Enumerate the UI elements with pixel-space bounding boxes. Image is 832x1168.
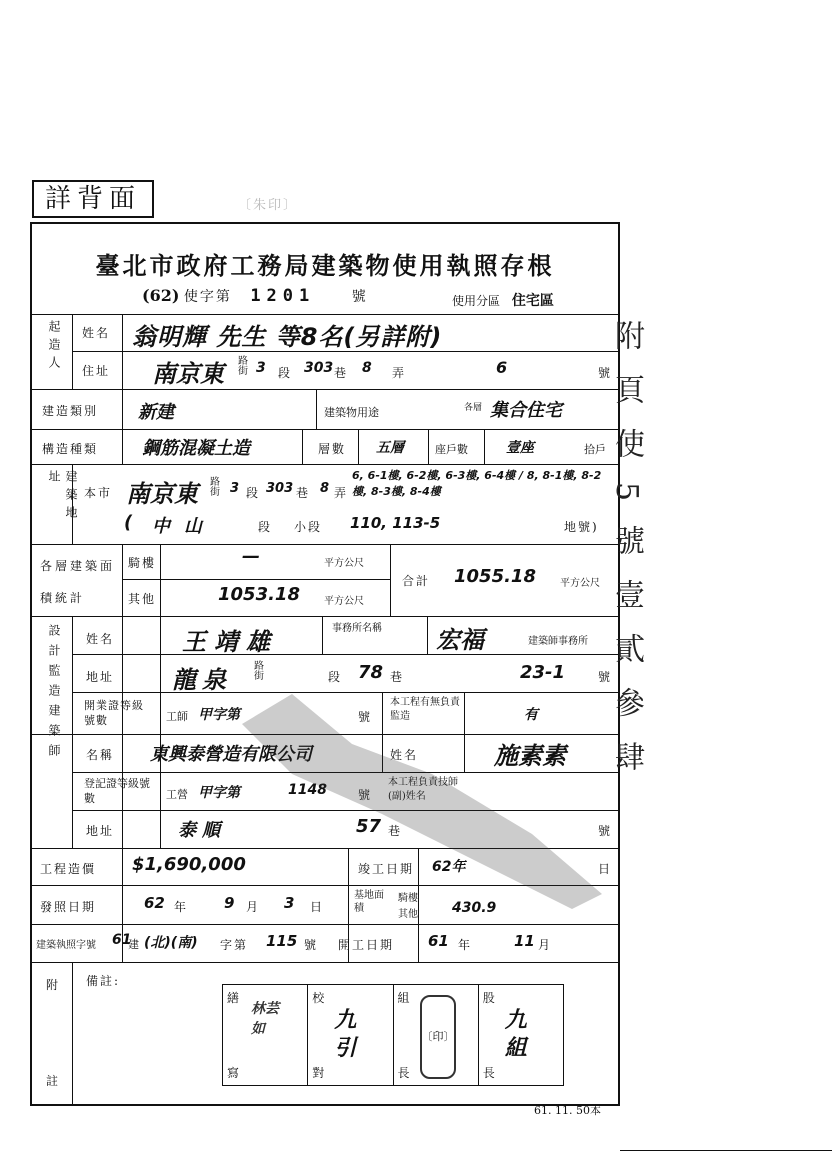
- rule: [122, 616, 123, 848]
- issue-day-label: 日: [310, 900, 325, 914]
- sign-cell: [308, 985, 393, 1085]
- site-lot-nums: 110, 113-5: [350, 514, 441, 532]
- permit-year: 61: [112, 932, 132, 948]
- designer-reg-label: 開業證等級號數: [84, 699, 144, 727]
- sign-cell-bottom: 長: [482, 1066, 497, 1080]
- top-stamp: [238, 194, 328, 216]
- designer-office-label: 事務所名稱: [332, 623, 382, 634]
- site-sec-label: 段: [246, 486, 261, 500]
- category-value: 新建: [138, 402, 174, 423]
- site-city: 本市: [84, 486, 113, 500]
- done-day: 日: [598, 862, 613, 876]
- base-other: 其他: [398, 909, 418, 920]
- rule: [32, 314, 618, 315]
- seal-stamp: 〔印〕: [420, 995, 456, 1079]
- site-sec: 3: [230, 481, 240, 496]
- start-label: 開工日期: [338, 938, 395, 952]
- cost-label: 工程造價: [40, 862, 97, 876]
- sign-cell-bottom: 對: [312, 1066, 327, 1080]
- issue-year-label: 年: [174, 900, 189, 914]
- structure-value: 鋼筋混凝土造: [142, 438, 250, 459]
- contractor-reg-label: 登記證等級號數: [84, 777, 150, 805]
- issue-label: 發照日期: [40, 900, 97, 914]
- builder-addr-alley: 8: [362, 360, 372, 376]
- cost-value: $1,690,000: [132, 854, 246, 875]
- floors-value: 五層: [376, 440, 404, 456]
- header-number: 1201: [250, 286, 316, 306]
- permit-prefix: 建: [128, 938, 139, 951]
- base-label: 基地面積: [354, 890, 384, 914]
- designer-addr-lane-label: 巷: [390, 670, 405, 684]
- permit-form: [30, 222, 620, 1106]
- remarks-label-bottom: 註: [46, 1074, 61, 1088]
- permit-word: 字第: [220, 938, 249, 952]
- rule: [322, 616, 323, 654]
- rule: [72, 616, 73, 848]
- site-lot-open: (: [124, 512, 133, 533]
- contractor-mgr-value: 施素素: [494, 742, 566, 770]
- sign-cell: [394, 985, 479, 1085]
- designer-group-label: 設計監造建築師: [47, 624, 61, 764]
- builder-addr-label: 住址: [82, 364, 111, 378]
- contractor-reg-prefix: 工營: [166, 788, 188, 801]
- area-group-label: 各層建築面積統計: [40, 559, 116, 605]
- issue-day: 3: [284, 894, 295, 912]
- designer-addr-no-label: 號: [598, 670, 613, 684]
- builder-addr-no: 6: [496, 358, 508, 377]
- signature-grid: [222, 984, 564, 1086]
- header-year: (62): [142, 286, 180, 305]
- header-row: [142, 286, 366, 306]
- other-value: 1053.18: [218, 584, 300, 605]
- bottom-rule: [620, 1150, 832, 1151]
- ink-smudge: [232, 684, 612, 914]
- builder-name-label: 姓名: [82, 326, 111, 340]
- rule: [390, 544, 391, 616]
- sign-cell-top: 校: [312, 991, 327, 1005]
- rule: [358, 429, 359, 464]
- designer-office-value: 宏福: [436, 626, 484, 654]
- floors-label: 層數: [318, 442, 347, 456]
- builder-addr-alley-label: 弄: [392, 366, 407, 380]
- sign-cell-bottom: 寫: [227, 1066, 242, 1080]
- contractor-mgr-label: 姓名: [390, 748, 419, 762]
- sign-cell-value: 九 引: [334, 1008, 357, 1061]
- contractor-addr-value: 泰順: [178, 820, 226, 841]
- designer-reg-value: 甲字第: [198, 707, 240, 723]
- rule: [160, 616, 161, 848]
- site-road: 南京東: [126, 480, 198, 508]
- permit-label: 建築執照字號: [36, 940, 96, 951]
- site-road-label: 路街: [210, 477, 220, 498]
- arcade-value: —: [242, 546, 260, 567]
- site-alley-label: 弄: [334, 486, 349, 500]
- rule: [484, 429, 485, 464]
- site-nums: 6, 6-1樓, 6-2樓, 6-3樓, 6-4樓 / 8, 8-1樓, 8-2樓, 8-3樓, 8-4樓: [352, 469, 602, 498]
- site-lane-label: 巷: [296, 486, 311, 500]
- done-year: 62年: [432, 859, 466, 875]
- contractor-engineer-label: 本工程負責技師(副)姓名: [388, 777, 458, 802]
- contractor-addr-no: 57: [356, 816, 382, 837]
- contractor-addr-lane-label: 巷: [388, 824, 403, 838]
- designer-reg-prefix: 工師: [166, 710, 188, 723]
- side-text: 附頁使5號壹貳參肆: [609, 320, 644, 796]
- issue-month-label: 月: [246, 900, 261, 914]
- start-year: 61: [428, 932, 449, 950]
- start-month-label: 月: [538, 938, 553, 952]
- designer-addr-value: 龍泉: [172, 666, 232, 694]
- site-alley: 8: [320, 481, 330, 496]
- builder-group-label: 起造人: [47, 320, 61, 374]
- permit-num: 115: [266, 932, 298, 950]
- arcade-label: 騎樓: [128, 556, 157, 570]
- designer-reg-hao: 號: [358, 710, 373, 724]
- sign-cell-top: 股: [482, 991, 497, 1005]
- rule: [122, 579, 390, 580]
- zone-label: 使用分區: [452, 294, 501, 308]
- remarks-note-label: 備註:: [86, 974, 121, 988]
- site-lot-subsec-label: 小段: [294, 520, 323, 534]
- builder-addr-lane: 303: [304, 360, 334, 376]
- doc-tag-text: 詳背面: [44, 184, 141, 214]
- sign-cell-value: 林芸如: [251, 1001, 279, 1037]
- sign-cell-top: 繕: [227, 991, 242, 1005]
- rule: [32, 924, 618, 925]
- rule: [32, 962, 618, 963]
- builder-addr-sec: 3: [256, 360, 266, 376]
- sign-cell-top: 組: [397, 991, 412, 1005]
- designer-name-value: 王靖雄: [182, 628, 278, 656]
- contractor-addr-no-label: 號: [598, 824, 613, 838]
- sign-cell: [479, 985, 563, 1085]
- issue-year: 62: [144, 894, 165, 912]
- contractor-reg-value: 甲字第: [198, 785, 240, 801]
- units-label: 座戶數: [435, 443, 468, 456]
- footer-code: 61. 11. 50本: [534, 1104, 601, 1117]
- rule: [32, 389, 618, 390]
- units-value: 壹座: [506, 440, 534, 456]
- zone-row: [452, 290, 554, 310]
- designer-name-label: 姓名: [86, 632, 115, 646]
- rule: [316, 389, 317, 429]
- rule: [122, 544, 123, 616]
- form-title: 臺北市政府工務局建築物使用執照存根: [95, 251, 555, 280]
- use-note: 各層: [464, 403, 483, 413]
- designer-addr-sec-label: 段: [328, 670, 343, 684]
- done-label: 竣工日期: [358, 862, 415, 876]
- remarks-label-top: 附: [46, 978, 61, 992]
- total-value: 1055.18: [454, 566, 536, 587]
- base-value: 430.9: [452, 900, 497, 916]
- rule: [32, 544, 618, 545]
- site-label: 建築地址: [47, 470, 78, 524]
- designer-office-suffix: 建築師事務所: [528, 636, 588, 647]
- base-arcade: 騎樓: [398, 893, 418, 904]
- rule: [302, 429, 303, 464]
- issue-month: 9: [224, 894, 235, 912]
- structure-label: 構造種類: [42, 442, 99, 456]
- site-lot-sec-label: 段: [258, 520, 273, 534]
- rule: [427, 616, 428, 654]
- contractor-name-value: 東興泰營造有限公司: [150, 744, 312, 765]
- builder-name-value: 翁明輝 先生 等8名(另詳附): [132, 323, 443, 351]
- rule: [72, 962, 73, 1104]
- contractor-addr-label: 地址: [86, 824, 115, 838]
- use-label: 建築物用途: [324, 406, 379, 419]
- designer-addr-no: 23-1: [520, 662, 566, 683]
- doc-tag: [32, 180, 154, 218]
- use-value: 集合住宅: [490, 400, 562, 421]
- sign-cell: [223, 985, 308, 1085]
- builder-addr-road: 路街: [238, 356, 248, 377]
- rule: [160, 544, 161, 616]
- builder-addr-sec-label: 段: [278, 366, 293, 380]
- top-stamp-text: 〔朱印〕: [238, 198, 299, 213]
- builder-addr-no-label: 號: [598, 366, 613, 380]
- total-unit: 平方公尺: [560, 578, 600, 589]
- site-lot-district: 中山: [152, 516, 216, 537]
- rule: [72, 314, 73, 389]
- rule: [122, 389, 123, 464]
- start-year-label: 年: [458, 938, 473, 952]
- zone-value: 住宅區: [511, 293, 554, 309]
- designer-addr-label: 地址: [86, 670, 115, 684]
- start-month: 11: [514, 932, 535, 950]
- other-unit: 平方公尺: [324, 596, 364, 607]
- rule: [428, 429, 429, 464]
- header-hao: 號: [351, 289, 366, 305]
- permit-district: (北)(南): [144, 935, 198, 951]
- rule: [32, 616, 618, 617]
- other-label: 其他: [128, 592, 157, 606]
- permit-hao: 號: [304, 938, 319, 952]
- rule: [122, 314, 123, 389]
- contractor-reg-hao: 號: [358, 788, 373, 802]
- contractor-name-label: 名稱: [86, 748, 115, 762]
- header-prefix: 使字第: [183, 289, 232, 305]
- rule: [32, 429, 618, 430]
- designer-addr-lane: 78: [358, 662, 384, 683]
- builder-addr-value: 南京東: [152, 360, 224, 388]
- rule: [32, 464, 618, 465]
- total-label: 合計: [402, 574, 431, 588]
- sign-cell-value: 九 組: [504, 1008, 527, 1061]
- site-lot-close: 地號): [564, 520, 599, 534]
- category-label: 建造類別: [42, 404, 99, 418]
- builder-addr-lane-label: 巷: [334, 366, 349, 380]
- designer-addr-road: 路街: [254, 661, 264, 682]
- sign-cell-bottom: 長: [397, 1066, 412, 1080]
- contractor-reg-num: 1148: [288, 782, 327, 798]
- designer-supervise-value: 有: [524, 707, 538, 723]
- site-lane: 303: [266, 481, 294, 496]
- designer-supervise-label: 本工程有無負責監造: [390, 697, 460, 722]
- rule: [72, 654, 618, 655]
- arcade-unit: 平方公尺: [324, 558, 364, 569]
- units-suffix: 拾戶: [584, 443, 606, 456]
